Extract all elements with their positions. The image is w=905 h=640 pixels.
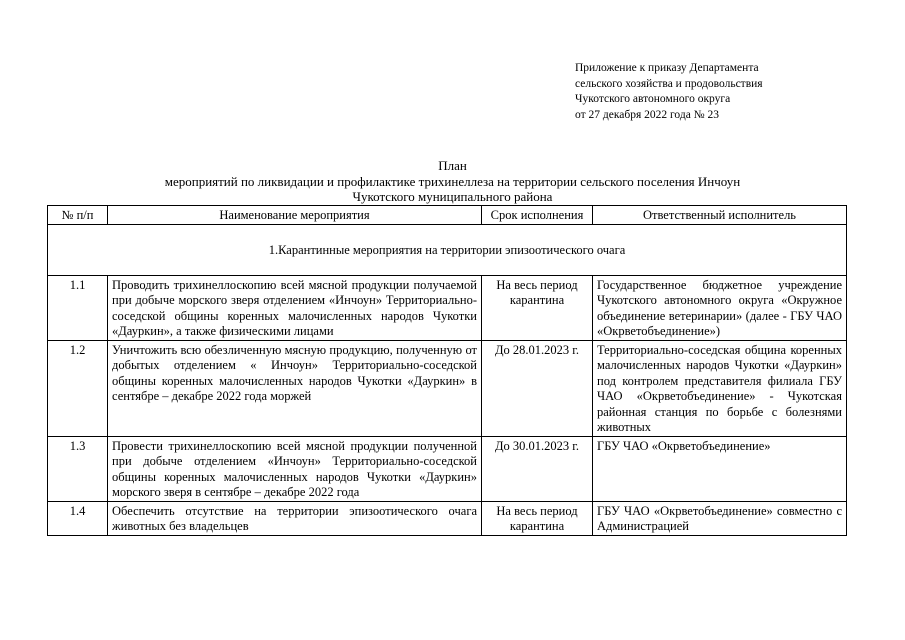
row-executor: Государственное бюджетное учреждение Чукотского автономного округа «Окружное объединение ветеринарии» (далее - ГБУ ЧАО «Окрветобъединение») xyxy=(593,275,847,340)
row-term: На весь период карантина xyxy=(482,275,593,340)
appendix-line-4: от 27 декабря 2022 года № 23 xyxy=(575,108,720,121)
title-line-2: мероприятий по ликвидации и профилактике трихинеллеза на территории сельского поселения Инчоун xyxy=(164,173,741,189)
appendix-line-2: сельского хозяйства и продовольствия xyxy=(575,77,763,90)
table-row xyxy=(48,340,847,436)
section-row xyxy=(48,224,847,275)
row-num: 1.1 xyxy=(48,275,108,340)
table-row xyxy=(48,275,847,340)
header-executor: Ответственный исполнитель xyxy=(593,206,847,225)
header-name: Наименование мероприятия xyxy=(108,206,482,225)
header-num: № п/п xyxy=(48,206,108,225)
row-num: 1.3 xyxy=(48,436,108,501)
title-line-1: План xyxy=(438,158,467,173)
row-executor: ГБУ ЧАО «Окрветобъединение» совместно с Администрацией xyxy=(593,501,847,535)
row-term: До 30.01.2023 г. xyxy=(482,436,593,501)
appendix-line-3: Чукотского автономного округа xyxy=(575,93,731,105)
appendix-block xyxy=(575,61,875,123)
table-row xyxy=(48,436,847,501)
title-line-3: Чукотского муниципального района xyxy=(352,189,553,204)
row-term: На весь период карантина xyxy=(482,501,593,535)
row-num: 1.4 xyxy=(48,501,108,535)
header-term: Срок исполнения xyxy=(482,206,593,225)
row-name: Уничтожить всю обезличенную мясную продукцию, полученную от добытых отделением « Инчоун» Территориально-соседской общины коренных малочисленных народов Чукотки «Дауркин» в сентябре – декабре 2022 года моржей xyxy=(108,340,482,436)
appendix-line-1: Приложение к приказу Департамента xyxy=(575,62,759,74)
row-executor: Территориально-соседская община коренных малочисленных народов Чукотки «Дауркин» под контролем представителя филиала ГБУ ЧАО «Окрветобъединение» - Чукотская районная станция по борьбе с болезнями животных xyxy=(593,340,847,436)
table-row xyxy=(48,501,847,535)
document-title xyxy=(0,158,905,205)
table-header-row xyxy=(48,206,847,225)
section-title: 1.Карантинные мероприятия на территории эпизоотического очага xyxy=(48,224,847,275)
plan-table xyxy=(47,205,847,536)
row-name: Обеспечить отсутствие на территории эпизоотического очага животных без владельцев xyxy=(108,501,482,535)
row-num: 1.2 xyxy=(48,340,108,436)
row-executor: ГБУ ЧАО «Окрветобъединение» xyxy=(593,436,847,501)
row-term: До 28.01.2023 г. xyxy=(482,340,593,436)
row-name: Проводить трихинеллоскопию всей мясной продукции получаемой при добыче морского зверя отделением «Инчоун» Территориально-соседской общины коренных малочисленных народов Чукотки «Дауркин», а также физическими лицами xyxy=(108,275,482,340)
row-name: Провести трихинеллоскопию всей мясной продукции полученной при добыче отделением «Инчоун» Территориально-соседской общины коренных малочисленных народов Чукотки «Дауркин» морского зверя в сентябре – декабре 2022 года xyxy=(108,436,482,501)
